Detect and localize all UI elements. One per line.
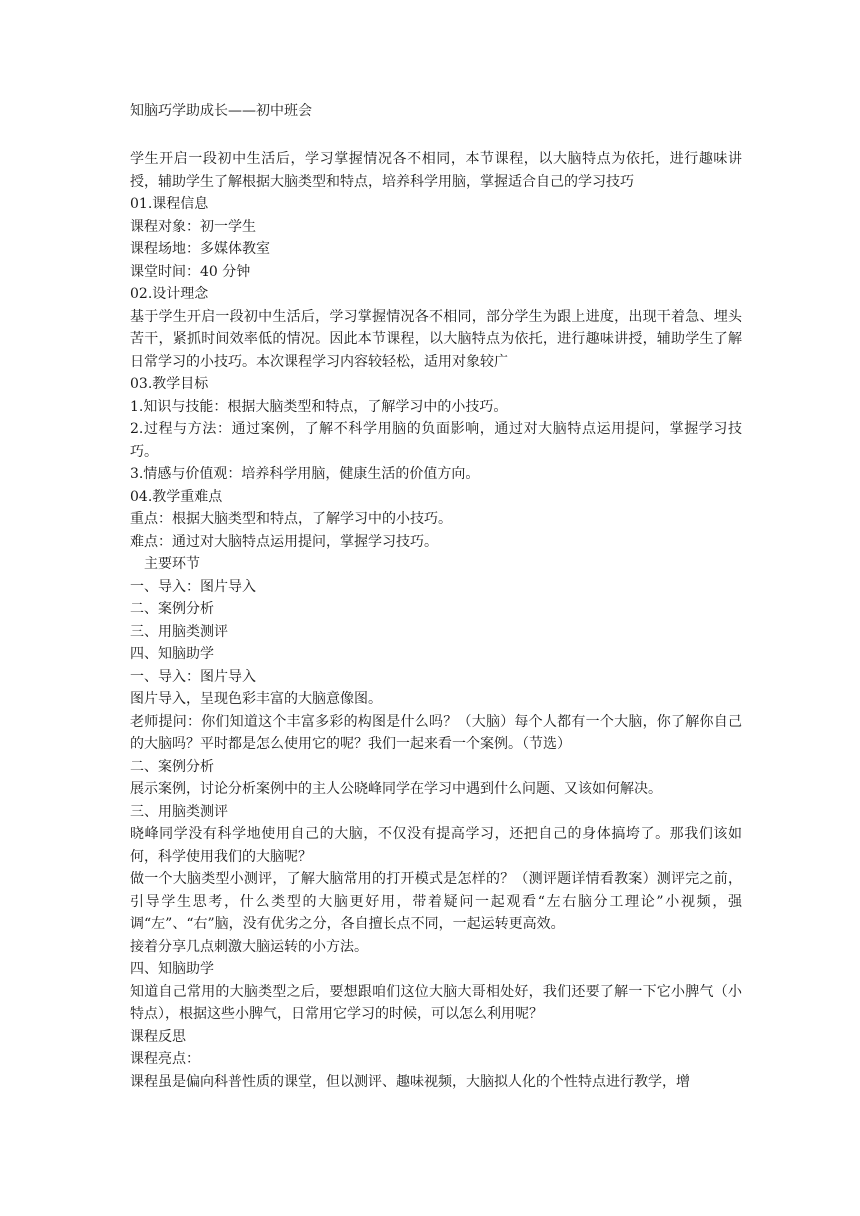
step2-paragraph-1: 展示案例，讨论分析案例中的主人公晓峰同学在学习中遇到什么问题、又该如何解决。 <box>130 781 662 797</box>
course-time: 课堂时间：40 分钟 <box>130 263 251 280</box>
main-steps-heading: 主要环节 <box>144 556 200 572</box>
section-heading-goals: 03.教学目标 <box>130 376 209 392</box>
section-heading-course-info: 01.课程信息 <box>130 196 209 212</box>
step1-heading: 一、导入：图片导入 <box>130 668 256 685</box>
course-target: 课程对象：初一学生 <box>130 218 256 235</box>
step3-heading: 三、用脑类测评 <box>130 803 228 820</box>
key-point: 重点：根据大脑类型和特点，了解学习中的小技巧。 <box>130 511 452 527</box>
step3-paragraph-2: 做一个大脑类型小测评，了解大脑常用的打开模式是怎样的？（测评题详情看教案）测评完之前，引导学生思考，什么类型的大脑更好用，带着疑问一起观看“左右脑分工理论”小视频，强调“左”、“右”脑，没有优劣之分，各自擅长点不同，一起运转更高效。 <box>130 871 742 932</box>
goal-3: 3.情感与价值观：培养科学用脑，健康生活的价值方向。 <box>130 466 480 482</box>
highlights-heading: 课程亮点： <box>130 1051 200 1067</box>
difficulty: 难点：通过对大脑特点运用提问，掌握学习技巧。 <box>130 533 438 550</box>
course-venue: 课程场地：多媒体教室 <box>130 241 270 257</box>
step4-heading: 四、知脑助学 <box>130 961 214 977</box>
step2-heading: 二、案例分析 <box>130 758 214 775</box>
step3-paragraph-3: 接着分享几点刺激大脑运转的小方法。 <box>130 938 368 955</box>
step1-paragraph-1: 图片导入，呈现色彩丰富的大脑意像图。 <box>130 691 382 707</box>
intro-paragraph: 学生开启一段初中生活后，学习掌握情况各不相同，本节课程，以大脑特点为依托，进行趣味讲授，辅助学生了解根据大脑类型和特点，培养科学用脑，掌握适合自己的学习技巧 <box>130 151 742 190</box>
step4-paragraph-1: 知道自己常用的大脑类型之后，要想跟咱们这位大脑大哥相处好，我们还要了解一下它小脾气（小特点），根据这些小脾气，日常用它学习的时候，可以怎么利用呢？ <box>130 983 742 1022</box>
step1-paragraph-2: 老师提问：你们知道这个丰富多彩的构图是什么吗？（大脑）每个人都有一个大脑，你了解你自己的大脑吗？平时都是怎么使用它的呢？我们一起来看一个案例。（节选） <box>130 713 742 752</box>
step-list-item-4: 四、知脑助学 <box>130 646 214 662</box>
document-page <box>130 100 742 1093</box>
section-heading-design: 02.设计理念 <box>130 286 209 302</box>
step-list-item-2: 二、案例分析 <box>130 601 214 617</box>
goal-1: 1.知识与技能：根据大脑类型和特点，了解学习中的小技巧。 <box>130 398 508 415</box>
step-list-item-3: 三、用脑类测评 <box>130 623 228 640</box>
design-paragraph: 基于学生开启一段初中生活后，学习掌握情况各不相同，部分学生为跟上进度，出现干着急、埋头苦干，紧抓时间效率低的情况。因此本节课程，以大脑特点为依托，进行趣味讲授，辅助学生了解日常学习的小技巧。本次课程学习内容较轻松，适用对象较广 <box>130 308 742 370</box>
goal-2: 2.过程与方法：通过案例，了解不科学用脑的负面影响，通过对大脑特点运用提问，掌握学习技巧。 <box>130 421 742 460</box>
document-title: 知脑巧学助成长——初中班会 <box>130 103 312 119</box>
step3-paragraph-1: 晓峰同学没有科学地使用自己的大脑，不仅没有提高学习，还把自己的身体搞垮了。那我们该如何，科学使用我们的大脑呢？ <box>130 826 742 865</box>
section-heading-key-points: 04.教学重难点 <box>130 488 223 505</box>
reflection-heading: 课程反思 <box>130 1028 186 1045</box>
highlights-paragraph: 课程虽是偏向科普性质的课堂，但以测评、趣味视频，大脑拟人化的个性特点进行教学，增 <box>130 1073 690 1090</box>
step-list-item-1: 一、导入：图片导入 <box>130 578 256 595</box>
